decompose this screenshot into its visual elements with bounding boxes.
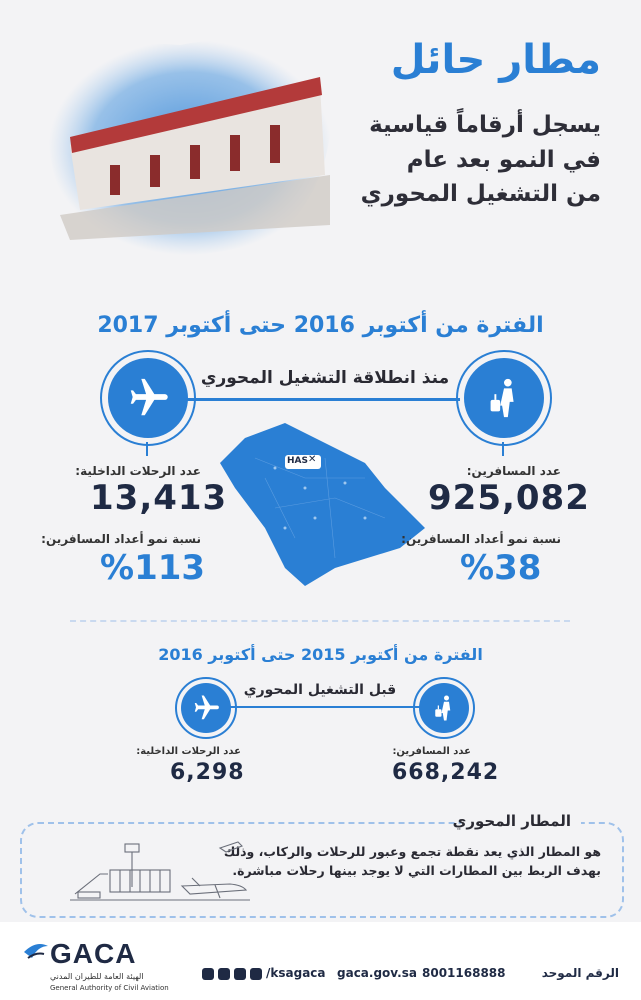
gaca-logo-icon bbox=[22, 938, 50, 964]
flights-growth-value: %113 bbox=[100, 548, 206, 588]
subtitle-line: في النمو بعد عام bbox=[406, 146, 601, 173]
flights-growth-label: نسبة نمو أعداد المسافرين: bbox=[41, 532, 201, 546]
before-hub-label: قبل التشغيل المحوري bbox=[243, 682, 397, 698]
period-heading-current: الفترة من أكتوبر 2016 حتى أكتوبر 2017 bbox=[97, 313, 544, 338]
section-divider bbox=[70, 620, 570, 622]
org-name-english: General Authority of Civil Aviation bbox=[50, 984, 169, 992]
page-subtitle bbox=[311, 108, 601, 212]
phone-label: الرقم الموحد bbox=[541, 966, 619, 980]
social-handle[interactable]: /ksagaca bbox=[266, 966, 326, 980]
telegram-icon[interactable] bbox=[250, 968, 262, 980]
passengers-value-prev: 668,242 bbox=[392, 760, 500, 785]
website-link[interactable]: gaca.gov.sa bbox=[337, 966, 417, 980]
period-heading-previous: الفترة من أكتوبر 2015 حتى أكتوبر 2016 bbox=[158, 645, 483, 664]
traveler-icon bbox=[464, 358, 544, 438]
hub-title: المطار المحوري bbox=[452, 812, 571, 830]
map-plane-marker-icon: ✕ bbox=[308, 454, 317, 465]
airport-illustration-icon bbox=[70, 832, 250, 907]
domestic-flights-label-prev: عدد الرحلات الداخلية: bbox=[136, 746, 241, 757]
plane-icon-small bbox=[181, 683, 231, 733]
saudi-map bbox=[215, 418, 430, 593]
domestic-flights-label: عدد الرحلات الداخلية: bbox=[75, 464, 201, 478]
subtitle-line: يسجل أرقاماً قياسية bbox=[369, 112, 601, 138]
hub-description: هو المطار الذي يعد نقطة تجمع وعبور للرحلات والركاب، وذلك بهدف الربط بين المطارات التي لا يوجد بينها رحلات مباشرة. bbox=[223, 844, 601, 879]
twitter-icon[interactable] bbox=[202, 968, 214, 980]
traveler-icon-small bbox=[419, 683, 469, 733]
passengers-label: عدد المسافرين: bbox=[466, 464, 561, 478]
domestic-flights-value-prev: 6,298 bbox=[170, 760, 245, 785]
connector-line-small bbox=[222, 706, 422, 708]
page-title: مطار حائل bbox=[390, 37, 601, 83]
passengers-label-prev: عدد المسافرين: bbox=[392, 746, 471, 757]
since-hub-label: منذ انطلاقة التشغيل المحوري bbox=[200, 368, 450, 388]
hero-airport-image bbox=[40, 25, 340, 270]
subtitle-line: من التشغيل المحوري bbox=[360, 181, 601, 207]
passengers-value: 925,082 bbox=[428, 478, 590, 518]
phone-number[interactable]: 8001168888 bbox=[422, 966, 506, 980]
passenger-growth-value: %38 bbox=[460, 548, 542, 588]
map-airport-code: HAS bbox=[287, 456, 308, 466]
brand-name: GACA bbox=[50, 938, 137, 969]
connector-line bbox=[185, 398, 460, 401]
domestic-flights-value: 13,413 bbox=[90, 478, 228, 518]
passenger-growth-label: نسبة نمو أعداد المسافرين: bbox=[401, 532, 561, 546]
org-name-arabic: الهيئة العامة للطيران المدني bbox=[50, 972, 144, 981]
plane-icon bbox=[108, 358, 188, 438]
youtube-icon[interactable] bbox=[234, 968, 246, 980]
instagram-icon[interactable] bbox=[218, 968, 230, 980]
